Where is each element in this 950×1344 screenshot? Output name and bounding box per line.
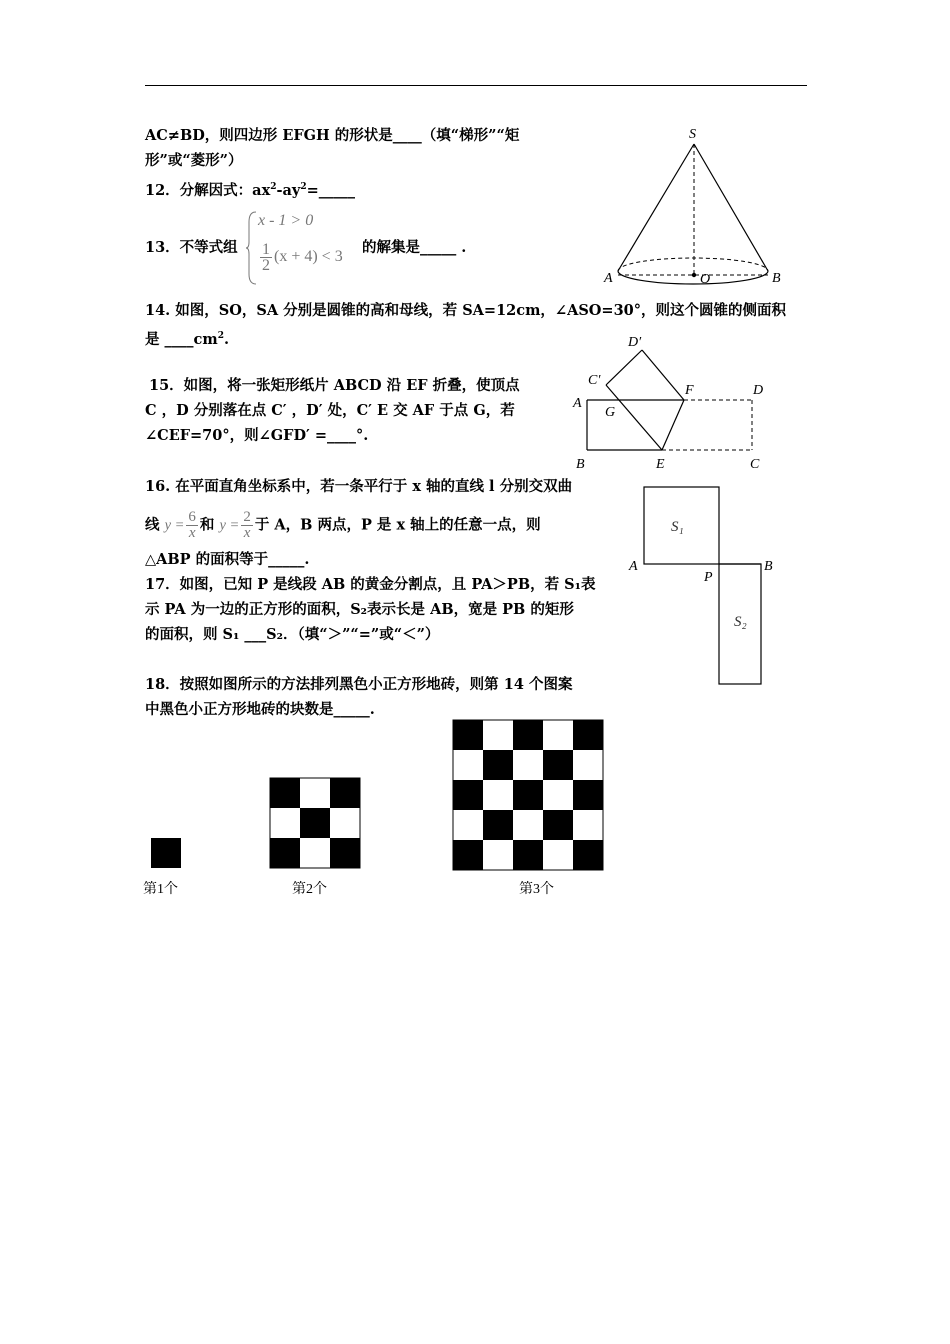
tile (330, 778, 360, 808)
q12: 12．分解因式：$ax^2-ay^2=\_\_\_\_\_$ (145, 181, 355, 199)
label-C: C (750, 457, 760, 472)
label-S1: S₁ (671, 519, 684, 535)
pattern-2-label: 第2个 (292, 882, 327, 897)
tile (543, 810, 573, 840)
q13-prefix: 13．不等式组 (145, 239, 238, 256)
q16-line2: 线 y = $\frac{6}{x}$ 和 y = $\frac{2}{x}$ 于 A，B 两点，P 是 x 轴上的任意一点，则 (145, 509, 541, 541)
label-O: O (700, 272, 711, 287)
fold-line-EF (662, 400, 684, 450)
tile (151, 838, 181, 868)
tile (573, 720, 603, 750)
edge-Cp-Dp (606, 350, 642, 385)
tile (453, 720, 483, 750)
label-Cp: C′ (588, 373, 601, 388)
q11-line2: 形”或“菱形”） (145, 152, 243, 169)
tile (483, 810, 513, 840)
q16-line3: △ABP 的面积等于_____. (145, 551, 310, 568)
base-front-arc (618, 271, 768, 284)
q17-line3: 的面积，则 S₁ ___S₂．（填“＞”“=”或“＜”） (145, 626, 440, 643)
q14-line2: 是 $\_\_\_\_cm^2$. (145, 330, 230, 348)
q16-line1: 16. 在平面直角坐标系中，若一条平行于 x 轴的直线 l 分别交双曲 (145, 478, 573, 495)
q11-line1: AC≠BD，则四边形 EFGH 的形状是____（填“梯形”“矩 (145, 127, 520, 144)
tile (270, 838, 300, 868)
cone-side-right (694, 144, 768, 271)
tile (330, 838, 360, 868)
label-D: D (753, 383, 764, 398)
pattern-3 (452, 719, 604, 871)
cone-side-left (618, 144, 694, 271)
label-P: P (704, 570, 713, 585)
tile (513, 780, 543, 810)
q13-ineq2: $\frac{1}{2}$ (x + 4) < 3 (262, 241, 343, 274)
label-A: A (604, 271, 613, 286)
label-Dp: D′ (628, 335, 642, 350)
label-F: F (685, 383, 694, 398)
q15-line2: C ，D 分别落在点 C′ ，D′ 处，C′ E 交 AF 于点 G，若 (145, 402, 515, 419)
label-B: B (772, 271, 781, 286)
label-E: E (656, 457, 665, 472)
tile (300, 808, 330, 838)
golden-section-figure (624, 478, 784, 693)
q17-line2: 示 PA 为一边的正方形的面积，S₂表示长是 AB，宽是 PB 的矩形 (145, 601, 574, 618)
label-A: A (629, 559, 638, 574)
q14-line1: 14. 如图，SO，SA 分别是圆锥的高和母线，若 SA=12cm，∠ASO=30°，则这个圆锥的侧面积 (145, 302, 786, 319)
label-B: B (576, 457, 585, 472)
label-B: B (764, 559, 773, 574)
q13-suffix: 的解集是_____ . (362, 239, 467, 256)
q18-line2: 中黑色小正方形地砖的块数是_____. (145, 701, 375, 718)
tile (483, 750, 513, 780)
q15-line3: ∠CEF=70°，则∠GFD′ =____°. (145, 427, 369, 444)
pattern-2 (269, 777, 361, 869)
label-S2: S₂ (734, 614, 747, 630)
q13-ineq1: x - 1 > 0 (258, 212, 314, 229)
tile (270, 778, 300, 808)
pattern-1-label: 第1个 (143, 882, 178, 897)
tile (543, 750, 573, 780)
q15-line1: 15．如图，将一张矩形纸片 ABCD 沿 EF 折叠，使顶点 (149, 377, 520, 394)
tile (513, 720, 543, 750)
base-back-arc (618, 258, 768, 271)
tile (573, 780, 603, 810)
tile (453, 840, 483, 870)
tile (573, 840, 603, 870)
header-rule (145, 85, 807, 86)
tile (513, 840, 543, 870)
pattern-3-label: 第3个 (519, 882, 554, 897)
edge-Dp-F (642, 350, 684, 400)
q17-line1: 17．如图，已知 P 是线段 AB 的黄金分割点，且 PA＞PB，若 S₁表 (145, 576, 596, 593)
cone-figure (598, 122, 788, 292)
fold-figure (570, 330, 780, 475)
q18-line1: 18．按照如图所示的方法排列黑色小正方形地砖，则第 14 个图案 (145, 676, 573, 693)
brace (246, 212, 256, 284)
tile (453, 780, 483, 810)
center-point (692, 273, 696, 277)
label-G: G (605, 405, 616, 420)
label-A: A (573, 396, 582, 411)
pattern-1 (150, 837, 182, 869)
label-S: S (689, 127, 696, 142)
